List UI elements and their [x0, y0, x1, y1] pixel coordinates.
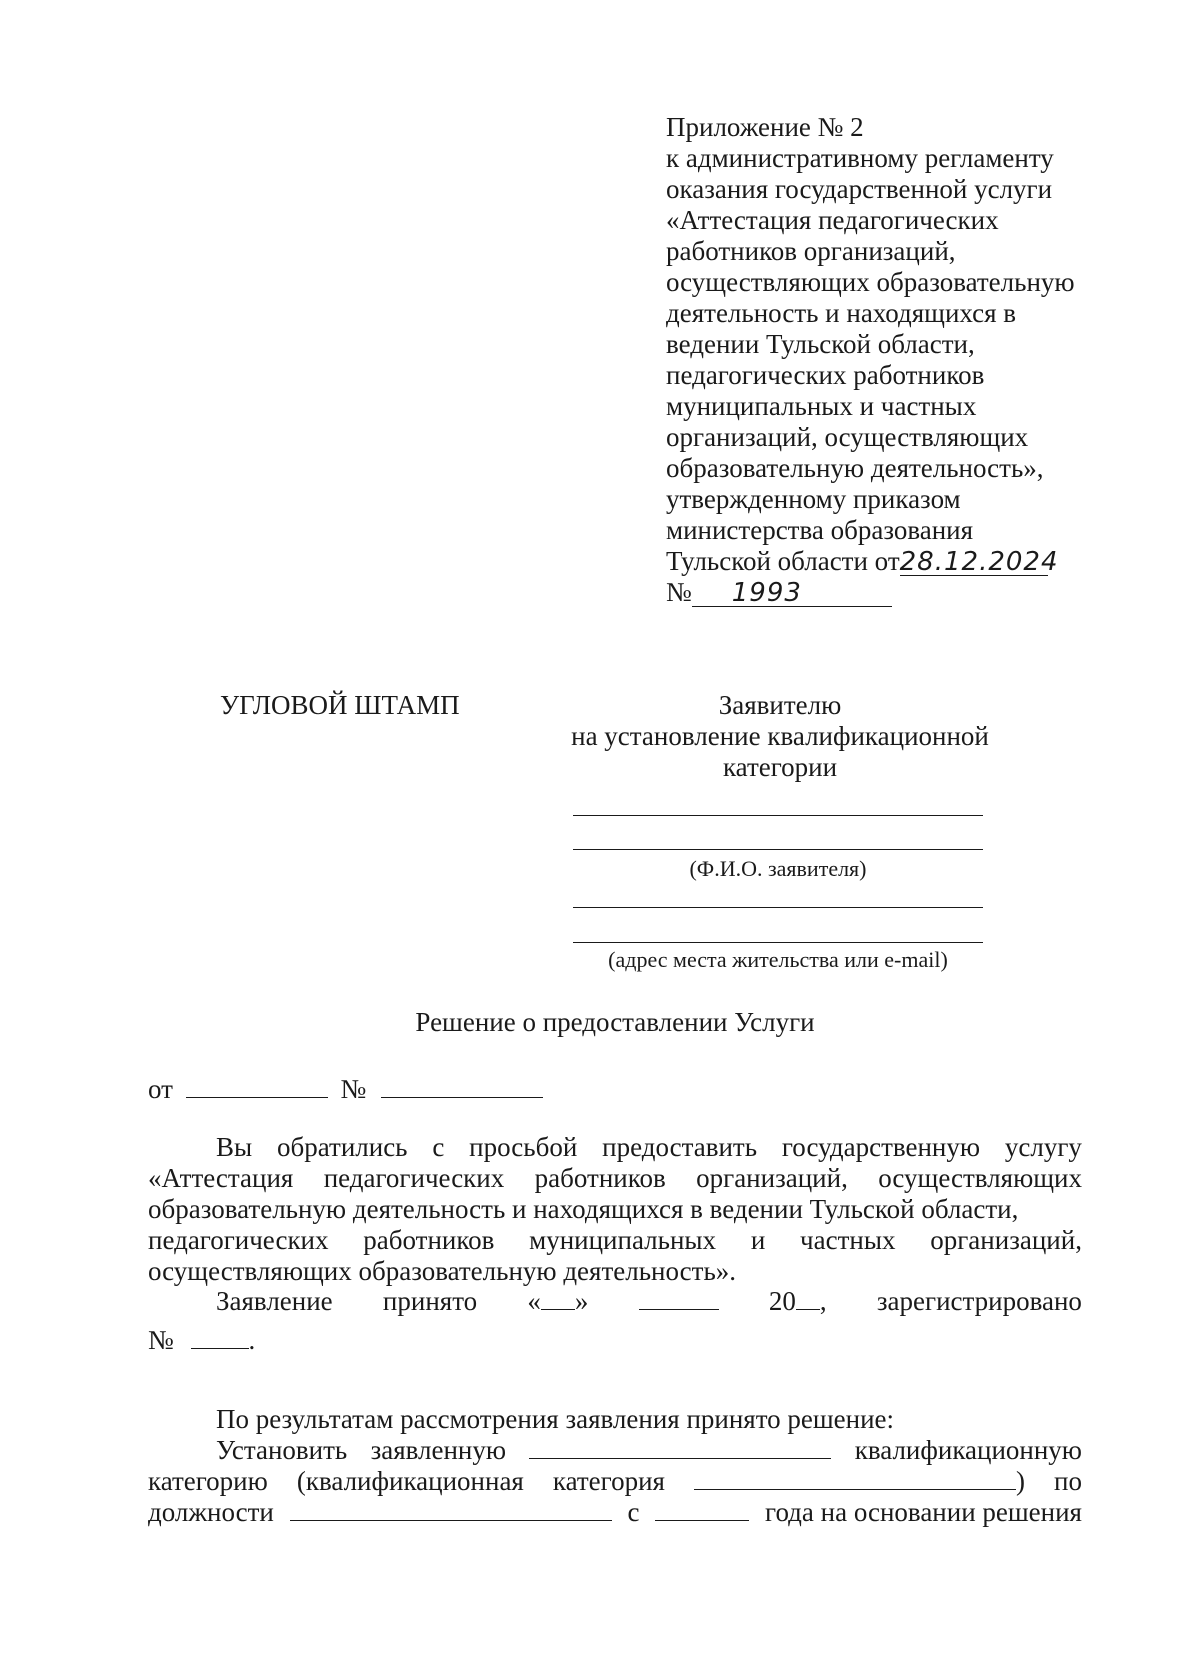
paragraph-line: образовательную деятельность и находящихся в ведении Тульской области, [148, 1194, 1019, 1224]
from-label: от [148, 1074, 173, 1104]
decision-row-2: категорию (квалификационная категория ) по [148, 1466, 1082, 1496]
start-date-blank [655, 1498, 749, 1521]
addressee-line1: Заявителю [718, 690, 842, 720]
decision-block [148, 1404, 1082, 1528]
handwritten-date: 28.12.2024 [899, 547, 1059, 577]
paragraph-request-lines [148, 1132, 1082, 1256]
address-caption: (адрес места жительства или e-mail) [608, 947, 948, 972]
addressee-line2: на установление квалификационной [571, 721, 989, 751]
appendix-line: министерства образования [666, 515, 974, 545]
received-number-line: № . [148, 1325, 256, 1355]
appendix-line: к административному регламенту [666, 143, 1054, 173]
appendix-line: Приложение № 2 [666, 112, 864, 142]
appendix-line: «Аттестация педагогических [666, 205, 999, 235]
paragraph-request [148, 1132, 1082, 1287]
received-line [148, 1286, 1082, 1317]
fio-line-2 [573, 849, 983, 850]
appendix-line: педагогических работников [666, 360, 985, 390]
received-word-registered: зарегистрировано [876, 1286, 1082, 1316]
received-year: 20 , [768, 1286, 827, 1316]
received-month-blank [639, 1287, 719, 1310]
paragraph-line: педагогических работников муниципальных и частных организаций, [148, 1225, 1082, 1255]
decision-date-blank [186, 1075, 328, 1098]
paragraph-line: Вы обратились с просьбой предоставить государственную услугу [216, 1132, 1082, 1162]
appendix-block [666, 112, 1086, 608]
appendix-line: ведении Тульской области, [666, 329, 975, 359]
appendix-line: деятельность и находящихся в [666, 298, 1017, 328]
appendix-line: утвержденному приказом [666, 484, 961, 514]
received-number-blank [191, 1326, 249, 1349]
decision-row-1: Установить заявленную квалификационную [216, 1435, 1082, 1465]
addressee-line3: категории [722, 752, 838, 782]
position-blank [290, 1498, 612, 1521]
addressee-block [560, 690, 1000, 783]
appendix-date-line [666, 546, 1086, 577]
appendix-number-line [666, 577, 1086, 608]
address-line-1 [573, 907, 983, 908]
received-row [148, 1286, 1082, 1356]
qualification-category-blank [694, 1467, 1016, 1490]
corner-stamp-label: УГЛОВОЙ ШТАМП [220, 690, 460, 720]
paragraph-line: «Аттестация педагогических работников организаций, осуществляющих [148, 1163, 1082, 1193]
category-blank [529, 1436, 831, 1459]
decision-number-blank [381, 1075, 543, 1098]
appendix-number-prefix: № [666, 577, 692, 607]
decision-intro: По результатам рассмотрения заявления принято решение: [216, 1404, 895, 1434]
appendix-line: осуществляющих образовательную [666, 267, 1075, 297]
address-line-2 [573, 942, 983, 943]
fio-caption: (Ф.И.О. заявителя) [689, 856, 867, 881]
decision-title: Решение о предоставлении Услуги [415, 1007, 815, 1037]
appendix-line: организаций, осуществляющих [666, 422, 1029, 452]
appendix-line: муниципальных и частных [666, 391, 977, 421]
paragraph-request-last-line: осуществляющих образовательную деятельность». [148, 1256, 737, 1286]
appendix-line: оказания государственной услуги [666, 174, 1053, 204]
appendix-lines [666, 112, 1086, 546]
received-word-statement: Заявление [216, 1286, 333, 1316]
received-word-accepted: принято [382, 1286, 478, 1316]
decision-row-3: должности с года на основании решения [148, 1497, 1082, 1527]
appendix-date-prefix: Тульской области от [666, 546, 900, 576]
fio-line-1 [573, 815, 983, 816]
appendix-line: образовательную деятельность», [666, 453, 1044, 483]
received-day: « » [527, 1286, 589, 1316]
received-number-label: № [148, 1325, 174, 1355]
decision-date-number-row [148, 1074, 543, 1105]
appendix-line: работников организаций, [666, 236, 956, 266]
number-label: № [340, 1074, 367, 1104]
handwritten-number: 1993 [692, 580, 892, 607]
